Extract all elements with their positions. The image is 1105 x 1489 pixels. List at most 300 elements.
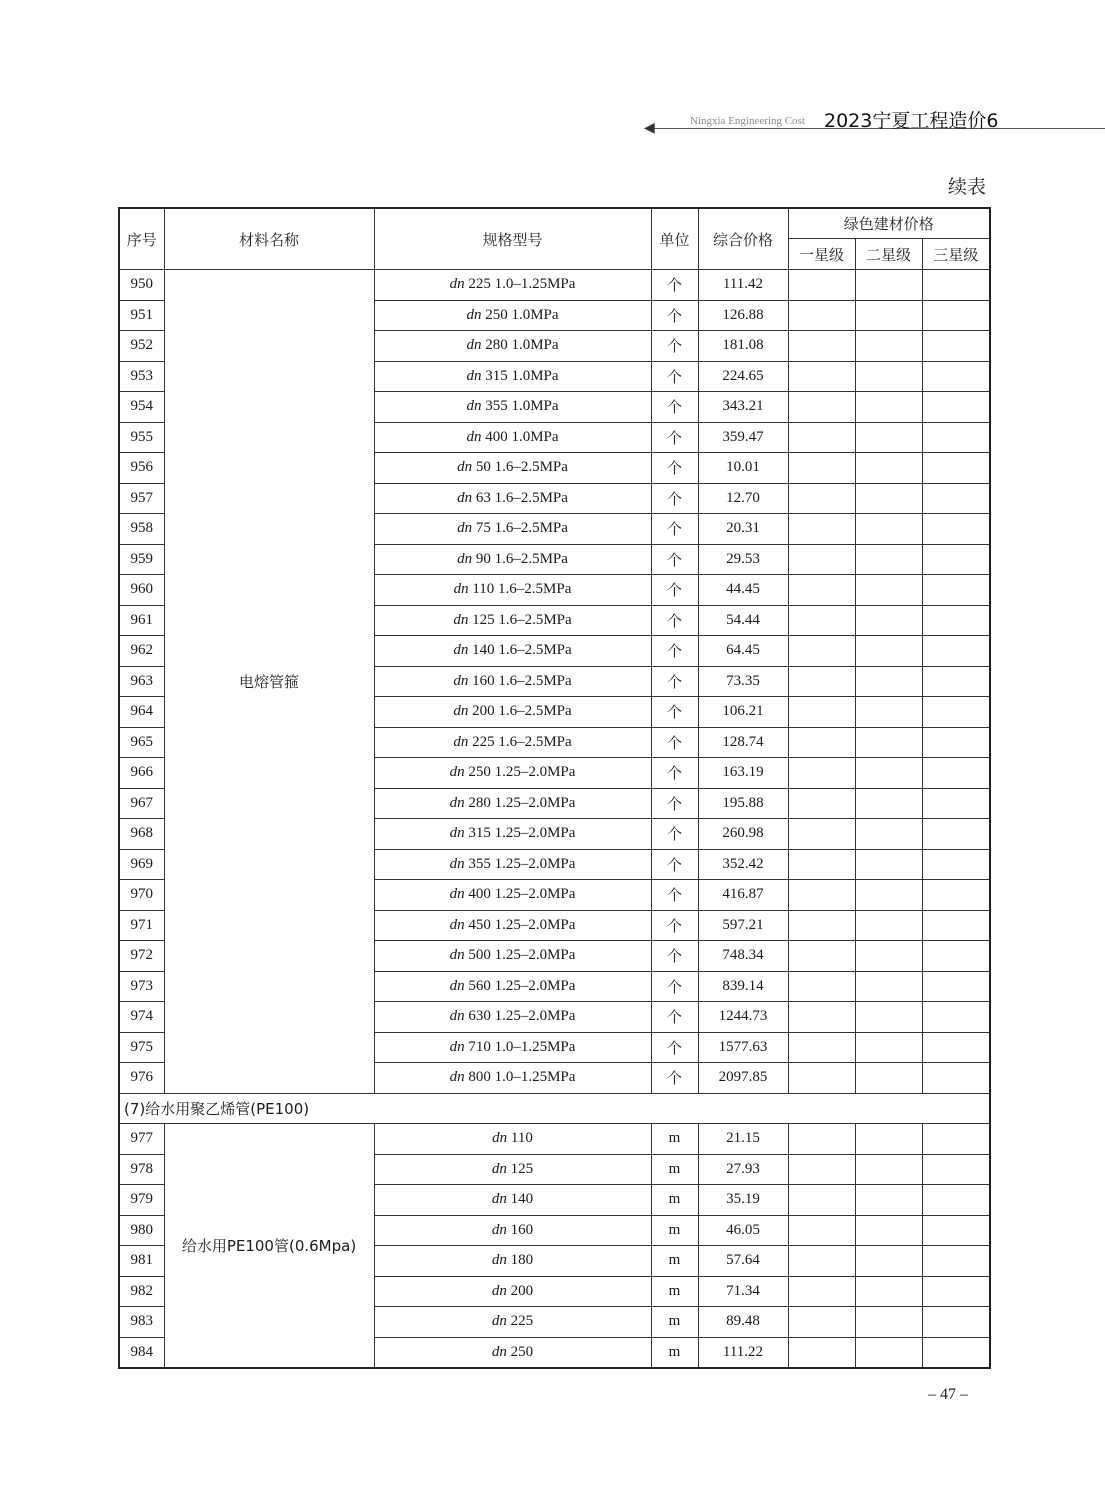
star1-cell <box>788 1276 855 1307</box>
spec-cell <box>374 666 651 697</box>
spec-dn: dn <box>449 1069 465 1086</box>
star3-cell <box>922 636 990 667</box>
spec-dn: dn <box>457 550 473 567</box>
spec-dn: dn <box>449 886 465 903</box>
material-name: 给水用PE100管(0.6Mpa) <box>164 1124 374 1369</box>
spec-value: 800 1.0–1.25MPa <box>468 1069 576 1086</box>
star2-cell <box>855 453 922 484</box>
star2-cell <box>855 971 922 1002</box>
row-number: 982 <box>119 1276 164 1307</box>
star3-cell <box>922 544 990 575</box>
running-header <box>0 100 1105 140</box>
header-star1: 一星级 <box>788 239 855 270</box>
star1-cell <box>788 819 855 850</box>
section-title: (7)给水用聚乙烯管(PE100) <box>119 1093 990 1124</box>
spec-dn: dn <box>466 337 482 354</box>
star3-cell <box>922 1337 990 1368</box>
row-number: 965 <box>119 727 164 758</box>
price-cell: 181.08 <box>698 331 788 362</box>
star2-cell <box>855 727 922 758</box>
table-row <box>119 1124 990 1155</box>
star2-cell <box>855 666 922 697</box>
spec-value: 125 1.6–2.5MPa <box>472 611 572 628</box>
price-cell: 111.22 <box>698 1337 788 1368</box>
row-number: 979 <box>119 1185 164 1216</box>
unit-cell: 个 <box>651 361 698 392</box>
spec-dn: dn <box>453 642 469 659</box>
material-name: 电熔管箍 <box>164 270 374 1094</box>
star2-cell <box>855 1002 922 1033</box>
row-number: 972 <box>119 941 164 972</box>
price-cell: 111.42 <box>698 270 788 301</box>
spec-value: 280 1.25–2.0MPa <box>468 794 576 811</box>
spec-value: 50 1.6–2.5MPa <box>475 459 568 476</box>
star2-cell <box>855 849 922 880</box>
spec-value: 225 <box>510 1313 534 1330</box>
star2-cell <box>855 1307 922 1338</box>
star1-cell <box>788 514 855 545</box>
star2-cell <box>855 1276 922 1307</box>
star1-cell <box>788 788 855 819</box>
star2-cell <box>855 361 922 392</box>
price-cell: 597.21 <box>698 910 788 941</box>
row-number: 980 <box>119 1215 164 1246</box>
group1-body <box>119 270 990 1094</box>
star3-cell <box>922 270 990 301</box>
spec-dn: dn <box>449 855 465 872</box>
spec-value: 160 <box>510 1221 534 1238</box>
unit-cell: 个 <box>651 575 698 606</box>
spec-dn: dn <box>457 520 473 537</box>
spec-value: 315 1.25–2.0MPa <box>468 825 576 842</box>
spec-dn: dn <box>449 977 465 994</box>
star3-cell <box>922 666 990 697</box>
star3-cell <box>922 453 990 484</box>
unit-cell: 个 <box>651 849 698 880</box>
star3-cell <box>922 910 990 941</box>
spec-dn: dn <box>449 916 465 933</box>
price-cell: 1577.63 <box>698 1032 788 1063</box>
row-number: 953 <box>119 361 164 392</box>
spec-cell <box>374 1124 651 1155</box>
star3-cell <box>922 1276 990 1307</box>
price-cell: 839.14 <box>698 971 788 1002</box>
star1-cell <box>788 544 855 575</box>
spec-value: 400 1.0MPa <box>485 428 559 445</box>
spec-value: 110 1.6–2.5MPa <box>472 581 572 598</box>
header-green: 绿色建材价格 <box>788 208 990 239</box>
star2-cell <box>855 605 922 636</box>
spec-value: 250 1.0MPa <box>485 306 559 323</box>
spec-cell <box>374 514 651 545</box>
spec-dn: dn <box>449 947 465 964</box>
star3-cell <box>922 758 990 789</box>
price-cell: 73.35 <box>698 666 788 697</box>
spec-dn: dn <box>491 1221 507 1238</box>
star1-cell <box>788 1002 855 1033</box>
unit-cell: 个 <box>651 544 698 575</box>
spec-cell <box>374 453 651 484</box>
spec-dn: dn <box>453 581 469 598</box>
header-star2: 二星级 <box>855 239 922 270</box>
price-cell: 2097.85 <box>698 1063 788 1094</box>
row-number: 984 <box>119 1337 164 1368</box>
spec-cell <box>374 880 651 911</box>
spec-value: 250 <box>510 1343 534 1360</box>
star1-cell <box>788 331 855 362</box>
spec-cell <box>374 910 651 941</box>
row-number: 968 <box>119 819 164 850</box>
price-cell: 163.19 <box>698 758 788 789</box>
spec-dn: dn <box>466 306 482 323</box>
star1-cell <box>788 270 855 301</box>
unit-cell: 个 <box>651 758 698 789</box>
star1-cell <box>788 636 855 667</box>
star3-cell <box>922 788 990 819</box>
spec-dn: dn <box>466 428 482 445</box>
row-number: 978 <box>119 1154 164 1185</box>
spec-dn: dn <box>449 1038 465 1055</box>
price-cell: 20.31 <box>698 514 788 545</box>
row-number: 967 <box>119 788 164 819</box>
spec-dn: dn <box>491 1282 507 1299</box>
unit-cell: 个 <box>651 270 698 301</box>
spec-value: 280 1.0MPa <box>485 337 559 354</box>
spec-value: 90 1.6–2.5MPa <box>475 550 568 567</box>
price-cell: 106.21 <box>698 697 788 728</box>
star1-cell <box>788 758 855 789</box>
section-body <box>119 1093 990 1124</box>
spec-value: 180 <box>510 1252 534 1269</box>
price-cell: 224.65 <box>698 361 788 392</box>
spec-value: 140 1.6–2.5MPa <box>472 642 572 659</box>
price-cell: 10.01 <box>698 453 788 484</box>
star1-cell <box>788 1154 855 1185</box>
row-number: 977 <box>119 1124 164 1155</box>
star2-cell <box>855 941 922 972</box>
spec-cell <box>374 788 651 819</box>
star1-cell <box>788 392 855 423</box>
row-number: 956 <box>119 453 164 484</box>
spec-cell <box>374 422 651 453</box>
spec-dn: dn <box>449 276 465 293</box>
star2-cell <box>855 1063 922 1094</box>
unit-cell: 个 <box>651 453 698 484</box>
star3-cell <box>922 605 990 636</box>
unit-cell: 个 <box>651 666 698 697</box>
star2-cell <box>855 1337 922 1368</box>
spec-dn: dn <box>491 1313 507 1330</box>
unit-cell: 个 <box>651 1032 698 1063</box>
star3-cell <box>922 1124 990 1155</box>
star3-cell <box>922 1063 990 1094</box>
star3-cell <box>922 849 990 880</box>
group2-body <box>119 1124 990 1369</box>
row-number: 954 <box>119 392 164 423</box>
spec-cell <box>374 361 651 392</box>
unit-cell: 个 <box>651 880 698 911</box>
star2-cell <box>855 788 922 819</box>
star1-cell <box>788 1246 855 1277</box>
unit-cell: m <box>651 1185 698 1216</box>
price-cell: 12.70 <box>698 483 788 514</box>
price-table <box>118 207 991 1369</box>
spec-dn: dn <box>491 1191 507 1208</box>
spec-value: 315 1.0MPa <box>485 367 559 384</box>
price-cell: 1244.73 <box>698 1002 788 1033</box>
row-number: 975 <box>119 1032 164 1063</box>
row-number: 950 <box>119 270 164 301</box>
spec-cell <box>374 331 651 362</box>
unit-cell: 个 <box>651 422 698 453</box>
star1-cell <box>788 941 855 972</box>
star1-cell <box>788 483 855 514</box>
star1-cell <box>788 697 855 728</box>
spec-value: 400 1.25–2.0MPa <box>468 886 576 903</box>
arrow-left-icon: ◀ <box>644 120 655 136</box>
spec-dn: dn <box>453 703 469 720</box>
spec-cell <box>374 300 651 331</box>
spec-dn: dn <box>449 764 465 781</box>
row-number: 974 <box>119 1002 164 1033</box>
spec-cell <box>374 483 651 514</box>
star2-cell <box>855 422 922 453</box>
unit-cell: 个 <box>651 727 698 758</box>
spec-dn: dn <box>449 794 465 811</box>
star1-cell <box>788 1124 855 1155</box>
row-number: 976 <box>119 1063 164 1094</box>
row-number: 961 <box>119 605 164 636</box>
unit-cell: m <box>651 1246 698 1277</box>
price-cell: 748.34 <box>698 941 788 972</box>
spec-cell <box>374 575 651 606</box>
spec-cell <box>374 1246 651 1277</box>
spec-cell <box>374 697 651 728</box>
star2-cell <box>855 544 922 575</box>
unit-cell: m <box>651 1337 698 1368</box>
star2-cell <box>855 270 922 301</box>
unit-cell: 个 <box>651 331 698 362</box>
star1-cell <box>788 422 855 453</box>
star2-cell <box>855 575 922 606</box>
spec-cell <box>374 849 651 880</box>
price-cell: 416.87 <box>698 880 788 911</box>
spec-value: 125 <box>510 1160 534 1177</box>
spec-value: 630 1.25–2.0MPa <box>468 1008 576 1025</box>
spec-cell <box>374 1063 651 1094</box>
spec-cell <box>374 605 651 636</box>
page-number: – 47 – <box>928 1386 968 1403</box>
spec-dn: dn <box>491 1160 507 1177</box>
star2-cell <box>855 392 922 423</box>
spec-dn: dn <box>466 398 482 415</box>
spec-cell <box>374 941 651 972</box>
star3-cell <box>922 941 990 972</box>
star3-cell <box>922 819 990 850</box>
price-cell: 128.74 <box>698 727 788 758</box>
spec-value: 160 1.6–2.5MPa <box>472 672 572 689</box>
table-row <box>119 270 990 301</box>
row-number: 963 <box>119 666 164 697</box>
unit-cell: 个 <box>651 1002 698 1033</box>
spec-cell <box>374 1307 651 1338</box>
spec-dn: dn <box>491 1252 507 1269</box>
spec-dn: dn <box>453 672 469 689</box>
star1-cell <box>788 361 855 392</box>
star1-cell <box>788 1307 855 1338</box>
price-cell: 195.88 <box>698 788 788 819</box>
unit-cell: 个 <box>651 392 698 423</box>
spec-cell <box>374 270 651 301</box>
star1-cell <box>788 880 855 911</box>
star3-cell <box>922 1154 990 1185</box>
star2-cell <box>855 483 922 514</box>
spec-value: 63 1.6–2.5MPa <box>475 489 568 506</box>
unit-cell: m <box>651 1124 698 1155</box>
unit-cell: 个 <box>651 605 698 636</box>
spec-dn: dn <box>453 611 469 628</box>
unit-cell: 个 <box>651 819 698 850</box>
unit-cell: 个 <box>651 971 698 1002</box>
star1-cell <box>788 849 855 880</box>
unit-cell: m <box>651 1276 698 1307</box>
star2-cell <box>855 910 922 941</box>
header-chinese-title: 2023宁夏工程造价6 <box>824 110 999 132</box>
spec-dn: dn <box>453 733 469 750</box>
row-number: 981 <box>119 1246 164 1277</box>
spec-dn: dn <box>491 1343 507 1360</box>
unit-cell: 个 <box>651 514 698 545</box>
spec-cell <box>374 544 651 575</box>
star3-cell <box>922 575 990 606</box>
spec-cell <box>374 1002 651 1033</box>
star1-cell <box>788 1185 855 1216</box>
star3-cell <box>922 727 990 758</box>
spec-value: 225 1.0–1.25MPa <box>468 276 576 293</box>
spec-cell <box>374 727 651 758</box>
spec-cell <box>374 392 651 423</box>
star3-cell <box>922 483 990 514</box>
star1-cell <box>788 453 855 484</box>
price-cell: 71.34 <box>698 1276 788 1307</box>
header-no: 序号 <box>119 208 164 270</box>
spec-cell <box>374 636 651 667</box>
price-cell: 260.98 <box>698 819 788 850</box>
row-number: 971 <box>119 910 164 941</box>
spec-dn: dn <box>457 459 473 476</box>
price-cell: 29.53 <box>698 544 788 575</box>
star2-cell <box>855 1185 922 1216</box>
row-number: 983 <box>119 1307 164 1338</box>
star2-cell <box>855 300 922 331</box>
spec-cell <box>374 1185 651 1216</box>
star2-cell <box>855 697 922 728</box>
spec-cell <box>374 1337 651 1368</box>
unit-cell: 个 <box>651 300 698 331</box>
star1-cell <box>788 575 855 606</box>
row-number: 952 <box>119 331 164 362</box>
price-cell: 21.15 <box>698 1124 788 1155</box>
unit-cell: 个 <box>651 483 698 514</box>
star3-cell <box>922 422 990 453</box>
star2-cell <box>855 636 922 667</box>
spec-cell <box>374 1032 651 1063</box>
header-star3: 三星级 <box>922 239 990 270</box>
star1-cell <box>788 605 855 636</box>
spec-value: 355 1.0MPa <box>485 398 559 415</box>
star3-cell <box>922 1002 990 1033</box>
star2-cell <box>855 880 922 911</box>
spec-dn: dn <box>466 367 482 384</box>
spec-value: 225 1.6–2.5MPa <box>472 733 572 750</box>
unit-cell: 个 <box>651 941 698 972</box>
spec-value: 710 1.0–1.25MPa <box>468 1038 576 1055</box>
star3-cell <box>922 971 990 1002</box>
price-cell: 46.05 <box>698 1215 788 1246</box>
row-number: 962 <box>119 636 164 667</box>
unit-cell: 个 <box>651 910 698 941</box>
star1-cell <box>788 1337 855 1368</box>
price-cell: 54.44 <box>698 605 788 636</box>
star1-cell <box>788 1063 855 1094</box>
star1-cell <box>788 1032 855 1063</box>
spec-value: 450 1.25–2.0MPa <box>468 916 576 933</box>
row-number: 966 <box>119 758 164 789</box>
spec-cell <box>374 1276 651 1307</box>
star1-cell <box>788 666 855 697</box>
spec-cell <box>374 758 651 789</box>
price-cell: 44.45 <box>698 575 788 606</box>
spec-value: 140 <box>510 1191 534 1208</box>
row-number: 964 <box>119 697 164 728</box>
price-cell: 343.21 <box>698 392 788 423</box>
star1-cell <box>788 1215 855 1246</box>
row-number: 969 <box>119 849 164 880</box>
star2-cell <box>855 1154 922 1185</box>
unit-cell: m <box>651 1154 698 1185</box>
unit-cell: m <box>651 1215 698 1246</box>
star3-cell <box>922 514 990 545</box>
star3-cell <box>922 697 990 728</box>
unit-cell: 个 <box>651 788 698 819</box>
spec-dn: dn <box>457 489 473 506</box>
star3-cell <box>922 392 990 423</box>
star2-cell <box>855 819 922 850</box>
spec-cell <box>374 819 651 850</box>
spec-dn: dn <box>492 1130 508 1147</box>
spec-value: 355 1.25–2.0MPa <box>468 855 576 872</box>
row-number: 951 <box>119 300 164 331</box>
row-number: 959 <box>119 544 164 575</box>
spec-dn: dn <box>449 825 465 842</box>
spec-value: 500 1.25–2.0MPa <box>468 947 576 964</box>
spec-dn: dn <box>449 1008 465 1025</box>
star3-cell <box>922 1032 990 1063</box>
star3-cell <box>922 880 990 911</box>
price-cell: 89.48 <box>698 1307 788 1338</box>
star1-cell <box>788 910 855 941</box>
star3-cell <box>922 331 990 362</box>
spec-cell <box>374 971 651 1002</box>
unit-cell: 个 <box>651 697 698 728</box>
star3-cell <box>922 1185 990 1216</box>
row-number: 958 <box>119 514 164 545</box>
unit-cell: 个 <box>651 1063 698 1094</box>
row-number: 960 <box>119 575 164 606</box>
star3-cell <box>922 1246 990 1277</box>
spec-value: 200 <box>510 1282 534 1299</box>
spec-value: 110 <box>510 1130 533 1147</box>
